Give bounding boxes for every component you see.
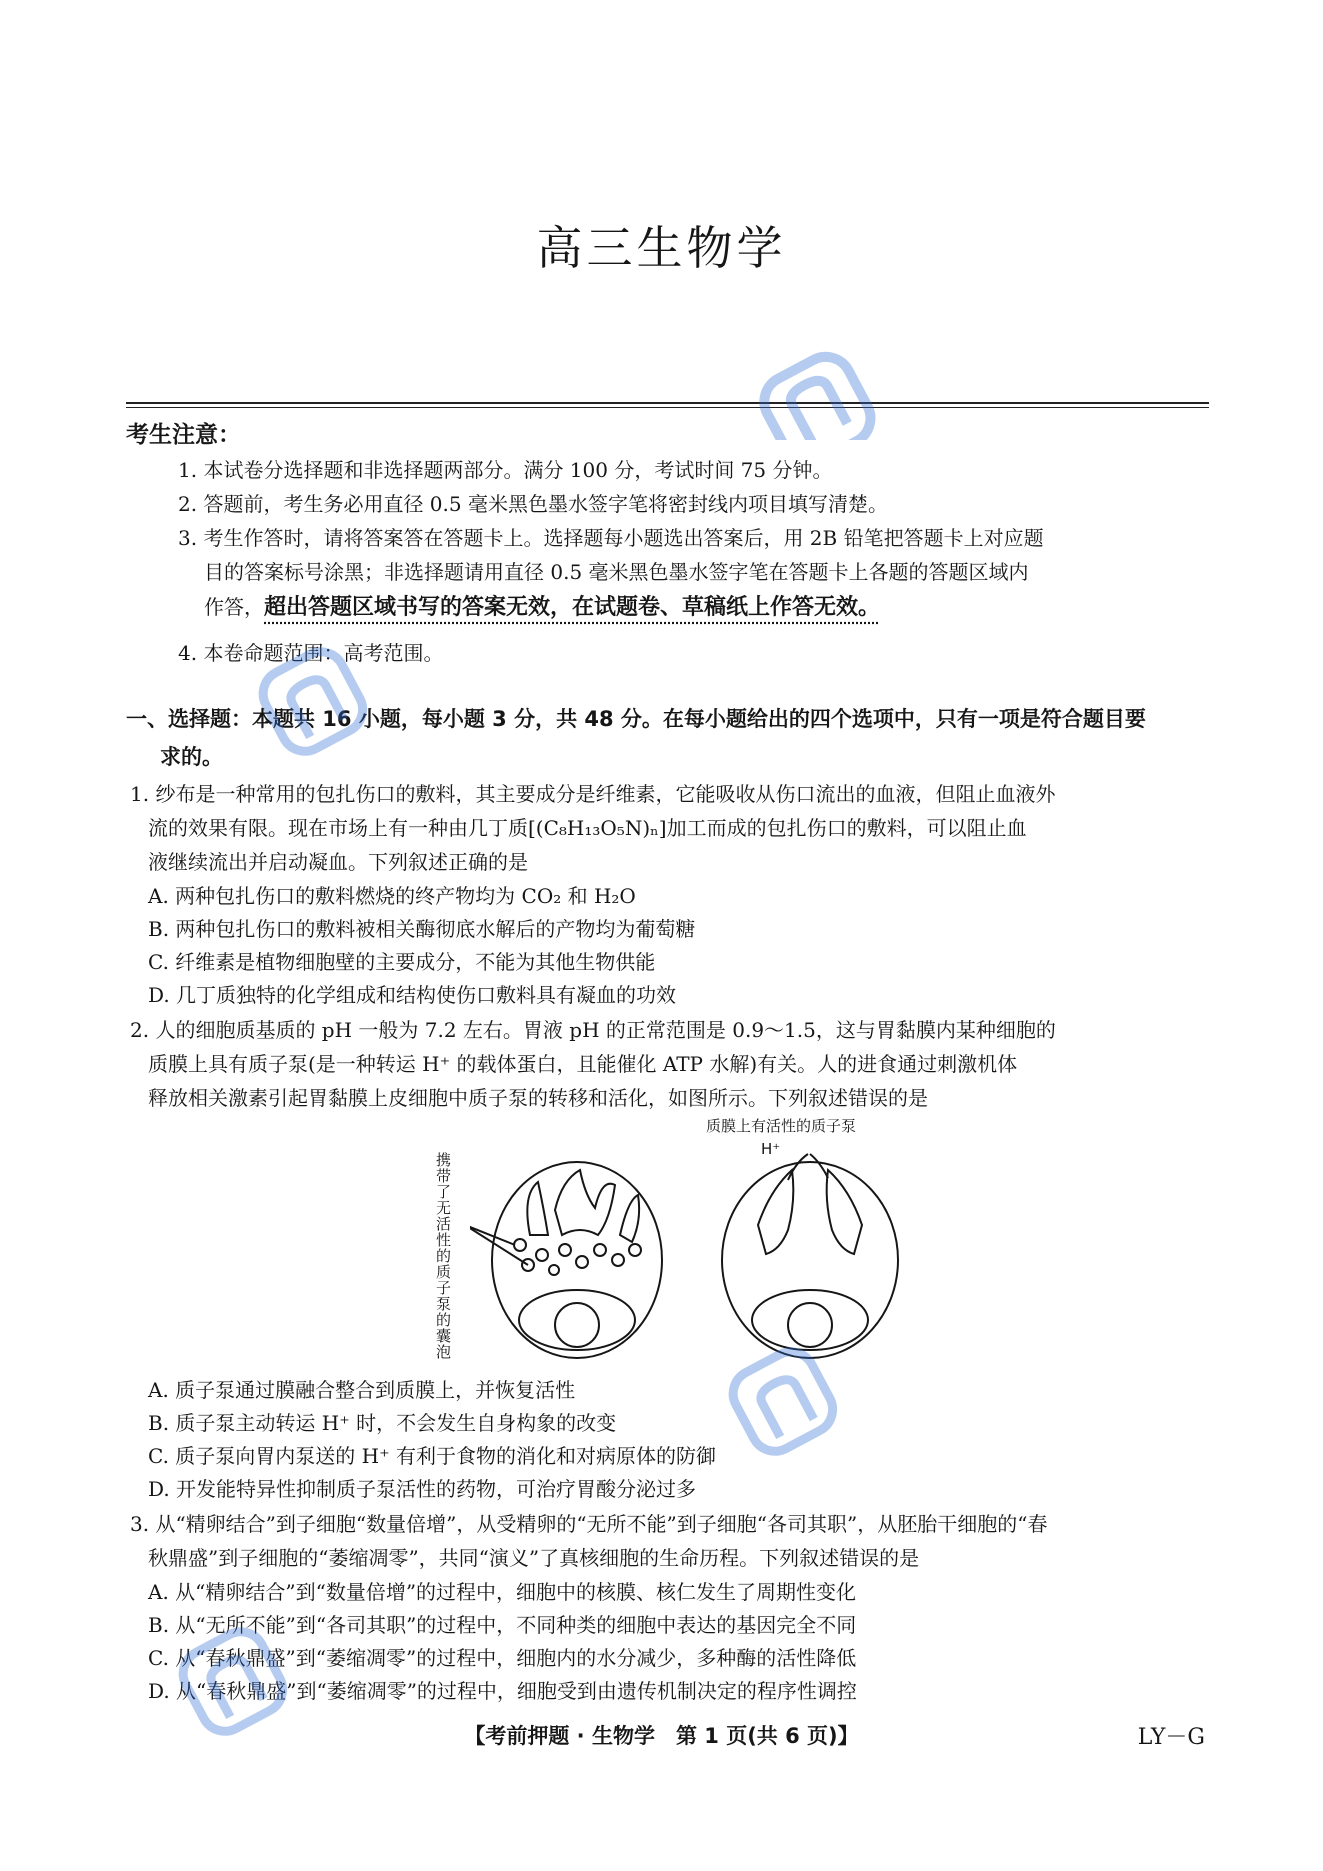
page-footer: 【考前押题 · 生物学 第 1 页(共 6 页)】 <box>464 1724 859 1748</box>
notice-item-3: 3. 考生作答时，请将答案答在答题卡上。选择题每小题选出答案后，用 2B 铅笔把答题卡上对应题 <box>178 526 1044 550</box>
q1-option-c: C. 纤维素是植物细胞壁的主要成分，不能为其他生物供能 <box>148 950 656 974</box>
watermark-logo-2 <box>210 600 430 800</box>
q2-option-a: A. 质子泵通过膜融合整合到质膜上，并恢复活性 <box>148 1378 576 1402</box>
q2-option-b: B. 质子泵主动转运 H⁺ 时，不会发生自身构象的改变 <box>148 1411 617 1435</box>
notice-item-3-cont: 目的答案标号涂黑；非选择题请用直径 0.5 毫米黑色墨水签字笔在答题卡上各题的答题区域内 <box>204 560 1029 584</box>
q1-stem-3: 液继续流出并启动凝血。下列叙述正确的是 <box>148 850 528 874</box>
q3-stem-2: 秋鼎盛”到子细胞的“萎缩凋零”，共同“演义”了真核细胞的生命历程。下列叙述错误的是 <box>148 1546 920 1570</box>
notice-emphasis: 超出答题区域书写的答案无效，在试题卷、草稿纸上作答无效。 <box>264 595 881 620</box>
q1-option-a: A. 两种包扎伤口的敷料燃烧的终产物均为 CO₂ 和 H₂O <box>148 884 636 908</box>
watermark-logo-3 <box>680 1300 900 1500</box>
watermark-logo <box>730 170 1210 440</box>
q3-option-d: D. 从“春秋鼎盛”到“萎缩凋零”的过程中，细胞受到由遗传机制决定的程序性调控 <box>148 1679 857 1703</box>
q2-stem-1: 2. 人的细胞质基质的 pH 一般为 7.2 左右。胃液 pH 的正常范围是 0.9～1.5，这与胃黏膜内某种细胞的 <box>130 1018 1056 1042</box>
section-heading: 一、选择题：本题共 16 小题，每小题 3 分，共 48 分。在每小题给出的四个选项中，只有一项是符合题目要 <box>126 707 1146 731</box>
q1-option-d: D. 几丁质独特的化学组成和结构使伤口敷料具有凝血的功效 <box>148 983 677 1007</box>
q2-option-d: D. 开发能特异性抑制质子泵活性的药物，可治疗胃酸分泌过多 <box>148 1477 697 1501</box>
notice-item-2: 2. 答题前，考生务必用直径 0.5 毫米黑色墨水签字笔将密封线内项目填写清楚。 <box>178 492 888 516</box>
notice-heading: 考生注意： <box>126 422 241 448</box>
q3-option-c: C. 从“春秋鼎盛”到“萎缩凋零”的过程中，细胞内的水分减少，多种酶的活性降低 <box>148 1646 857 1670</box>
page-title: 高三生物学 <box>536 221 787 275</box>
paper-code: LY－G <box>1137 1725 1205 1750</box>
figure-ion-label: H⁺ <box>761 1140 781 1158</box>
section-heading-cont: 求的。 <box>160 745 223 769</box>
q2-stem-3: 释放相关激素引起胃黏膜上皮细胞中质子泵的转移和活化，如图所示。下列叙述错误的是 <box>148 1086 928 1110</box>
figure-right-label: 质膜上有活性的质子泵 <box>706 1117 857 1135</box>
figure-left-label: 携带了无活性的质子泵的囊泡 <box>436 1151 452 1361</box>
notice-item-1: 1. 本试卷分选择题和非选择题两部分。满分 100 分，考试时间 75 分钟。 <box>178 458 833 482</box>
q1-option-b: B. 两种包扎伤口的敷料被相关酶彻底水解后的产物均为葡萄糖 <box>148 917 696 941</box>
q1-stem-2: 流的效果有限。现在市场上有一种由几丁质[(C₈H₁₃O₅N)ₙ]加工而成的包扎伤口的敷料，可以阻止血 <box>148 816 1027 840</box>
notice-item-4: 4. 本卷命题范围：高考范围。 <box>178 641 444 665</box>
q3-stem-1: 3. 从“精卵结合”到子细胞“数量倍增”，从受精卵的“无所不能”到子细胞“各司其职”，从胚胎干细胞的“春 <box>130 1512 1048 1536</box>
q3-option-b: B. 从“无所不能”到“各司其职”的过程中，不同种类的细胞中表达的基因完全不同 <box>148 1613 857 1637</box>
notice-item-3-tail: 作答， <box>204 595 264 619</box>
q1-stem-1: 1. 纱布是一种常用的包扎伤口的敷料，其主要成分是纤维素，它能吸收从伤口流出的血液，但阻止血液外 <box>130 782 1056 806</box>
watermark-logo-4 <box>130 1580 350 1780</box>
q2-stem-2: 质膜上具有质子泵(是一种转运 H⁺ 的载体蛋白，且能催化 ATP 水解)有关。人的进食通过刺激机体 <box>148 1052 1018 1076</box>
q2-option-c: C. 质子泵向胃内泵送的 H⁺ 有利于食物的消化和对病原体的防御 <box>148 1444 717 1468</box>
q3-option-a: A. 从“精卵结合”到“数量倍增”的过程中，细胞中的核膜、核仁发生了周期性变化 <box>148 1580 857 1604</box>
